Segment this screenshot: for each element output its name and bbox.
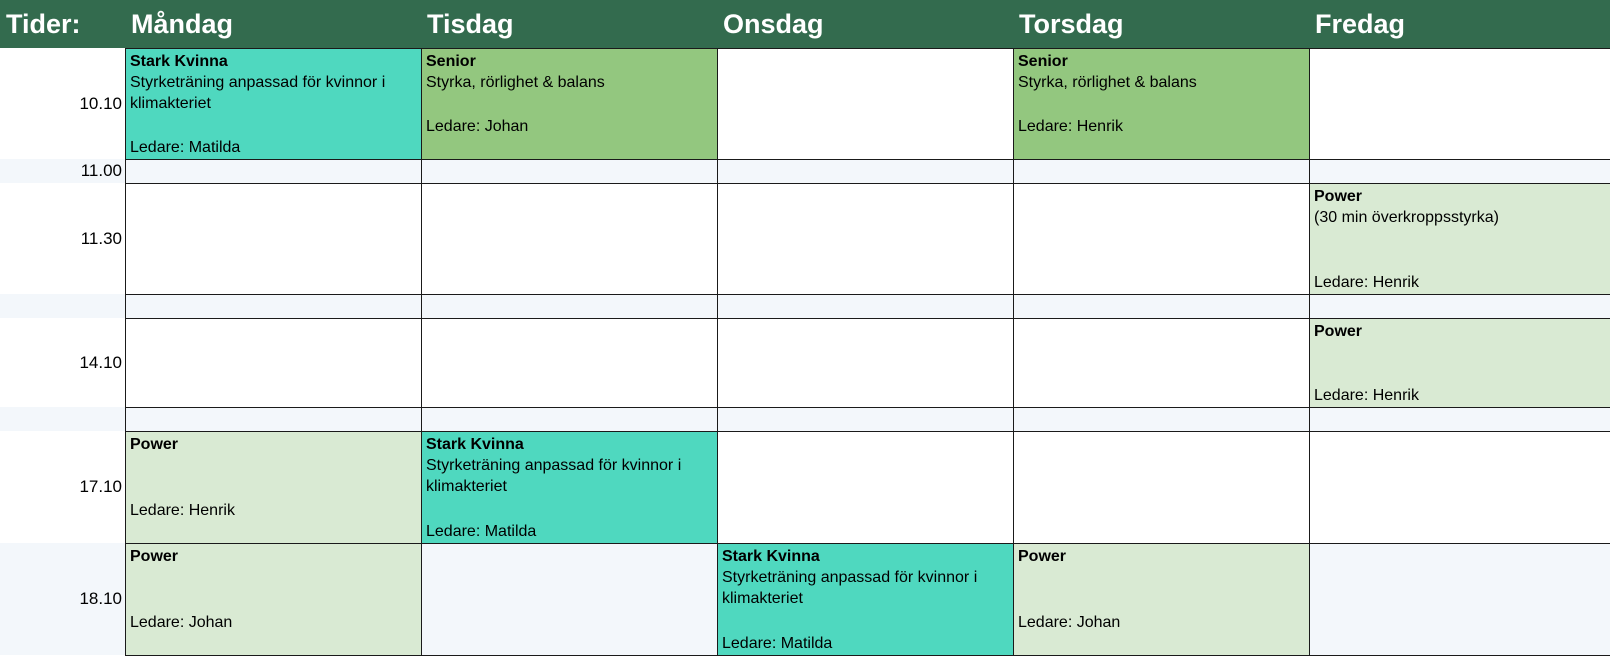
class-description: Styrketräning anpassad för kvinnor i klimakteriet [130,74,386,112]
gap-cell [421,159,718,184]
class-title: Senior [426,53,476,70]
time-label-1010: 10.10 [0,48,125,159]
class-title: Power [1314,323,1363,340]
gap-cell [125,159,422,184]
empty-cell-tue-1410 [421,318,718,408]
class-cell-mon-1810 [125,543,422,656]
gap-cell [1309,294,1610,319]
class-cell-fri-1410 [1309,318,1610,408]
class-leader: Ledare: Matilda [426,523,537,540]
empty-cell-fri-1010 [1309,48,1610,160]
class-cell-tue-1710 [421,431,718,544]
time-label-1710: 17.10 [0,431,125,543]
time-label-1100: 11.00 [0,159,125,183]
empty-cell-mon-1130 [125,183,422,295]
time-label-1810: 18.10 [0,543,125,655]
gap-cell [1013,159,1310,184]
empty-cell-thu-1710 [1013,431,1310,544]
gap-cell [421,407,718,432]
class-cell-wed-1810 [717,543,1014,656]
class-title: Power [1018,548,1067,565]
class-title: Stark Kvinna [130,53,228,70]
gap-cell [717,294,1014,319]
empty-cell-tue-1130 [421,183,718,295]
gap-cell [717,407,1014,432]
empty-cell-fri-1710 [1309,431,1610,544]
empty-cell-wed-1710 [717,431,1014,544]
gap-cell [1013,407,1310,432]
time-label-1130: 11.30 [0,183,125,294]
class-title: Stark Kvinna [426,436,524,453]
class-cell-fri-1130 [1309,183,1610,295]
time-gap [0,294,125,318]
class-leader: Ledare: Matilda [130,139,241,156]
header-day-thursday: Torsdag [1013,0,1309,48]
class-description: Styrka, rörlighet & balans [426,74,605,91]
gap-cell [717,159,1014,184]
empty-cell-tue-1810 [421,543,718,656]
class-description: Styrka, rörlighet & balans [1018,74,1197,91]
class-leader: Ledare: Henrik [1018,118,1123,135]
empty-cell-mon-1410 [125,318,422,408]
class-description: Styrketräning anpassad för kvinnor i klimakteriet [722,569,978,607]
class-leader: Ledare: Henrik [1314,274,1419,291]
class-description: (30 min överkroppsstyrka) [1314,209,1499,226]
class-leader: Ledare: Johan [426,118,529,135]
gap-cell [125,294,422,319]
empty-cell-thu-1410 [1013,318,1310,408]
class-cell-thu-1010 [1013,48,1310,160]
empty-cell-wed-1410 [717,318,1014,408]
class-title: Power [130,436,179,453]
class-cell-mon-1010 [125,48,422,160]
class-cell-tue-1010 [421,48,718,160]
gap-cell [1309,407,1610,432]
gap-cell [1013,294,1310,319]
header-time-label: Tider: [0,0,125,48]
header-day-wednesday: Onsdag [717,0,1013,48]
class-leader: Ledare: Matilda [722,635,833,652]
class-leader: Ledare: Johan [130,614,233,631]
class-cell-mon-1710 [125,431,422,544]
class-leader: Ledare: Johan [1018,614,1121,631]
class-title: Power [130,548,179,565]
gap-cell [1309,159,1610,184]
empty-cell-wed-1130 [717,183,1014,295]
time-label-1410: 14.10 [0,318,125,407]
class-title: Senior [1018,53,1068,70]
class-title: Stark Kvinna [722,548,820,565]
gap-cell [421,294,718,319]
class-title: Power [1314,188,1363,205]
gap-cell [125,407,422,432]
header-day-monday: Måndag [125,0,421,48]
class-description: Styrketräning anpassad för kvinnor i klimakteriet [426,457,682,495]
empty-cell-thu-1130 [1013,183,1310,295]
class-cell-thu-1810 [1013,543,1310,656]
header-day-friday: Fredag [1309,0,1610,48]
empty-cell-fri-1810 [1309,543,1610,656]
time-gap [0,407,125,431]
class-leader: Ledare: Henrik [1314,387,1419,404]
header-day-tuesday: Tisdag [421,0,717,48]
class-leader: Ledare: Henrik [130,502,235,519]
empty-cell-wed-1010 [717,48,1014,160]
